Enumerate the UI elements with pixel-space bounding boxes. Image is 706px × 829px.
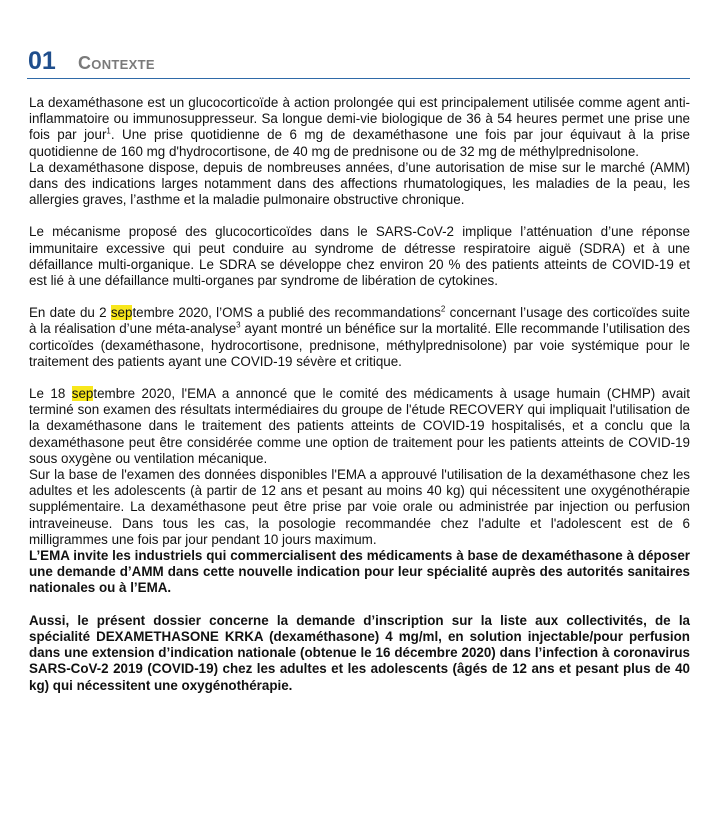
section-title: Contexte <box>78 53 155 73</box>
footnote-ref: 3 <box>236 320 241 330</box>
paragraph-dossier: Aussi, le présent dossier concerne la demande d’inscription sur la liste aux collectivités, de la spécialité DEXAMETHASONE KRKA (dexaméthasone) 4 mg/ml, en solution injectable/pour perfusion dans une extension d’indication nationale (obtenue le 16 décembre 2020) dans l’infection à coronavirus SARS-CoV-2 2019 (COVID-19) chez les adultes et les adolescents (âgés de 12 ans et pesant plus de 40 kg) qui nécessitent une oxygénothérapie. <box>29 612 690 693</box>
paragraph-oms <box>29 305 690 370</box>
section-number: 01 <box>28 47 56 75</box>
text-run: En date du 2 <box>29 305 111 321</box>
document-body <box>29 95 690 694</box>
paragraph-ema-review: Sur la base de l'examen des données disponibles l'EMA a approuvé l'utilisation de la dexaméthasone chez les adultes et les adolescents (à partir de 12 ans et pesant au moins 40 kg) qui nécessitent une oxygénothérapie supplémentaire. La dexaméthasone peut être prise par voie orale ou administrée par injection ou perfusion intraveineuse. Dans tous les cas, la posologie recommandée chez l'adulte et l'adolescent est de 6 milligrammes une fois par jour pendant 10 jours maximum. <box>29 467 690 547</box>
text-run: tembre 2020, l'EMA a annoncé que le comité des médicaments à usage humain (CHMP) avait terminé son examen des résultats intermédiaires du groupe de l'étude RECOVERY qui impliquait l'utilisation de la dexaméthasone dans le traitement des patients atteints de COVID-19 hospitalisés, et a conclu que la dexaméthasone peut être considérée comme une option de traitement pour les patients atteints de COVID-19 sous oxygène ou ventilation mécanique. <box>29 386 690 466</box>
footnote-ref: 2 <box>440 304 446 314</box>
paragraph-amm: La dexaméthasone dispose, depuis de nombreuses années, d’une autorisation de mise sur le marché (AMM) dans des indications larges notamment dans des affections rhumatologiques, les maladies de la peau, les allergies graves, l’asthme et la maladie pulmonaire obstructive chronique. <box>29 159 690 208</box>
paragraph-definition <box>29 95 690 160</box>
text-run: La dexaméthasone est un glucocorticoïde à action prolongée qui est principalement utilisée comme agent anti-inflammatoire ou immunosuppresseur. Sa longue demi-vie biologique de 36 à 54 heures permet une prise une fois par jour <box>29 95 690 143</box>
section-header <box>27 44 690 79</box>
paragraph-ema-invitation: L’EMA invite les industriels qui commercialisent des médicaments à base de dexaméthasone à déposer une demande d’AMM dans cette nouvelle indication pour leur spécialité auprès des autorités sanitaires nationales ou à l’EMA. <box>29 548 690 596</box>
paragraph-mechanism: Le mécanisme proposé des glucocorticoïdes dans le SARS-CoV-2 implique l’atténuation d’une réponse immunitaire excessive qui peut conduire au syndrome de détresse respiratoire aiguë (SDRA) et à une défaillance multi-organique. Le SDRA se développe chez environ 20 % des patients atteints de COVID-19 et est lié à une défaillance multi-organes par syndrome de libération de cytokines. <box>29 224 690 289</box>
text-run: concernant l’usage des corticoïdes suite à la réalisation d’une méta-analyse <box>29 305 691 337</box>
text-run: Le 18 <box>29 386 72 402</box>
paragraph-ema <box>29 386 690 467</box>
highlighted-text: sep <box>110 305 133 321</box>
text-run: ayant montré un bénéfice sur la mortalité. Elle recommande l’utilisation des corticoïdes (dexaméthasone, hydrocortisone, prednisone, méthylprednisolone) par voie systémique pour le traitement des patients ayant une COVID-19 sévère et critique. <box>29 321 691 369</box>
highlighted-text: sep <box>71 386 94 402</box>
footnote-ref: 1 <box>106 126 111 136</box>
text-run: . Une prise quotidienne de 6 mg de dexaméthasone une fois par jour équivaut à la prise quotidienne de 160 mg d'hydrocortisone, de 40 mg de prednisone ou de 32 mg de méthylprednisolone. <box>29 127 690 159</box>
text-run: tembre 2020, l’OMS a publié des recommandations <box>132 305 441 321</box>
